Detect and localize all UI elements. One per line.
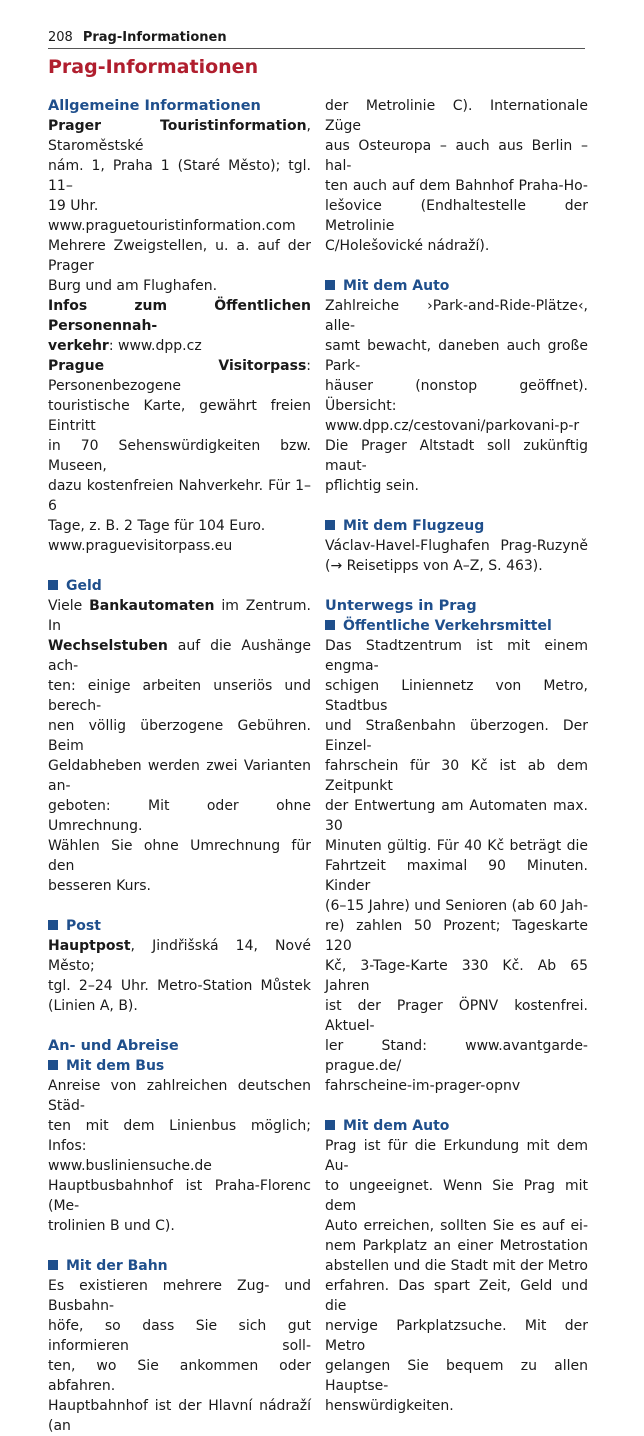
url-line: www.busliniensuche.de bbox=[48, 1158, 212, 1174]
text-line: nem Parkplatz an einer Metrostation bbox=[325, 1238, 588, 1254]
subheading-geld: Geld bbox=[48, 576, 311, 596]
text-line: nám. 1, Praha 1 (Staré Město); tgl. 11– bbox=[48, 158, 311, 194]
text-line: Es existieren mehrere Zug- und Busbahn- bbox=[48, 1278, 311, 1314]
subheading-auto: Mit dem Auto bbox=[325, 276, 588, 296]
text-line: geboten: Mit oder ohne Umrechnung. bbox=[48, 798, 311, 834]
text-line: aus Osteuropa – auch aus Berlin – hal- bbox=[325, 138, 588, 174]
text-line: Burg und am Flughafen. bbox=[48, 278, 218, 294]
square-bullet-icon bbox=[325, 280, 335, 290]
text-line: Viele Bankautomaten im Zentrum. In bbox=[48, 598, 311, 634]
subheading-oev: Öffentliche Verkehrsmittel bbox=[325, 616, 588, 636]
text-line: ist der Prager ÖPNV kostenfrei. Aktuel- bbox=[325, 998, 588, 1034]
text-line: ten, wo Sie ankommen oder abfahren. bbox=[48, 1358, 311, 1394]
text-line: ler Stand: www.avantgarde-prague.de/ bbox=[325, 1038, 588, 1074]
text-line: abstellen und die Stadt mit der Metro bbox=[325, 1258, 588, 1274]
text-line: fahrschein für 30 Kč ist ab dem Zeitpunkt bbox=[325, 758, 588, 794]
text-line: pflichtig sein. bbox=[325, 478, 420, 494]
text-line: Hauptpost, Jindřišská 14, Nové Město; bbox=[48, 938, 311, 974]
text-line: nen völlig überzogene Gebühren. Beim bbox=[48, 718, 311, 754]
text-line: trolinien B und C). bbox=[48, 1218, 175, 1234]
running-title: Prag-Informationen bbox=[82, 30, 227, 45]
section-heading-anreise: An- und Abreise bbox=[48, 1038, 179, 1054]
text-line: tgl. 2–24 Uhr. Metro-Station Můstek bbox=[48, 978, 311, 994]
text-line: lešovice (Endhaltestelle der Metrolinie bbox=[325, 198, 588, 234]
right-column bbox=[325, 96, 588, 1416]
square-bullet-icon bbox=[48, 1260, 58, 1270]
text-line: in 70 Sehenswürdigkeiten bzw. Museen, bbox=[48, 438, 311, 474]
page-number: 208 bbox=[48, 30, 73, 45]
text-line: Infos zum Öffentlichen Personennah- bbox=[48, 298, 311, 334]
text-line: Auto erreichen, sollten Sie es auf ei- bbox=[325, 1218, 588, 1234]
text-line: henswürdigkeiten. bbox=[325, 1398, 454, 1414]
text-line: Geldabheben werden zwei Varianten an- bbox=[48, 758, 311, 794]
text-line: der Metrolinie C). Internationale Züge bbox=[325, 98, 588, 134]
text-line: ten mit dem Linienbus möglich; Infos: bbox=[48, 1118, 311, 1154]
text-line: Prague Visitorpass: Personenbezogene bbox=[48, 358, 311, 394]
text-line: 19 Uhr. bbox=[48, 198, 99, 214]
text-line: samt bewacht, daneben auch große Park- bbox=[325, 338, 588, 374]
url-line: www.dpp.cz/cestovani/parkovani-p-r bbox=[325, 418, 580, 434]
text-line: verkehr: www.dpp.cz bbox=[48, 338, 202, 354]
square-bullet-icon bbox=[325, 1120, 335, 1130]
square-bullet-icon bbox=[48, 920, 58, 930]
text-line: häuser (nonstop geöffnet). Übersicht: bbox=[325, 378, 588, 414]
text-line: Hauptbusbahnhof ist Praha-Florenc (Me- bbox=[48, 1178, 311, 1214]
url-line: www.praguevisitorpass.eu bbox=[48, 538, 233, 554]
text-line: Prag ist für die Erkundung mit dem Au- bbox=[325, 1138, 588, 1174]
subheading-post: Post bbox=[48, 916, 311, 936]
text-line: touristische Karte, gewährt freien Eintritt bbox=[48, 398, 311, 434]
square-bullet-icon bbox=[325, 520, 335, 530]
text-line: ten auch auf dem Bahnhof Praha-Ho- bbox=[325, 178, 588, 194]
text-line: Die Prager Altstadt soll zukünftig maut- bbox=[325, 438, 588, 474]
text-line: nervige Parkplatzsuche. Mit der Metro bbox=[325, 1318, 588, 1354]
section-heading-allgemein: Allgemeine Informationen bbox=[48, 98, 261, 114]
url-line: fahrscheine-im-prager-opnv bbox=[325, 1078, 521, 1094]
text-line: dazu kostenfreien Nahverkehr. Für 1–6 bbox=[48, 478, 311, 514]
text-line: re) zahlen 50 Prozent; Tageskarte 120 bbox=[325, 918, 588, 954]
text-line: höfe, so dass Sie sich gut informieren soll- bbox=[48, 1318, 311, 1354]
text-line: C/Holešovické nádraží). bbox=[325, 238, 490, 254]
page-title: Prag-Informationen bbox=[48, 56, 259, 78]
text-line: Tage, z. B. 2 Tage für 104 Euro. bbox=[48, 518, 266, 534]
text-line: Václav-Havel-Flughafen Prag-Ruzyně bbox=[325, 538, 588, 554]
text-line: erfahren. Das spart Zeit, Geld und die bbox=[325, 1278, 588, 1314]
text-line: (6–15 Jahre) und Senioren (ab 60 Jah- bbox=[325, 898, 588, 914]
square-bullet-icon bbox=[48, 1060, 58, 1070]
square-bullet-icon bbox=[48, 580, 58, 590]
subheading-flugzeug: Mit dem Flugzeug bbox=[325, 516, 588, 536]
text-line: Das Stadtzentrum ist mit einem engma- bbox=[325, 638, 588, 674]
text-line: ten: einige arbeiten unseriös und berech- bbox=[48, 678, 311, 714]
text-line: Wechselstuben auf die Aushänge ach- bbox=[48, 638, 311, 674]
left-column bbox=[48, 96, 311, 1436]
running-header bbox=[48, 30, 585, 49]
square-bullet-icon bbox=[325, 620, 335, 630]
text-line: (→ Reisetipps von A–Z, S. 463). bbox=[325, 558, 543, 574]
text-line: gelangen Sie bequem zu allen Hauptse- bbox=[325, 1358, 588, 1394]
subheading-auto-2: Mit dem Auto bbox=[325, 1116, 588, 1136]
text-line: Fahrtzeit maximal 90 Minuten. Kinder bbox=[325, 858, 588, 894]
subheading-bus: Mit dem Bus bbox=[48, 1056, 311, 1076]
text-line: Anreise von zahlreichen deutschen Städ- bbox=[48, 1078, 311, 1114]
text-line: besseren Kurs. bbox=[48, 878, 151, 894]
text-line: der Entwertung am Automaten max. 30 bbox=[325, 798, 588, 834]
text-line: Prager Touristinformation, Staroměstské bbox=[48, 118, 311, 154]
text-line: to ungeeignet. Wenn Sie Prag mit dem bbox=[325, 1178, 588, 1214]
subheading-bahn: Mit der Bahn bbox=[48, 1256, 311, 1276]
section-heading-unterwegs: Unterwegs in Prag bbox=[325, 598, 477, 614]
text-line: Hauptbahnhof ist der Hlavní nádraží (an bbox=[48, 1398, 311, 1434]
text-line: schigen Liniennetz von Metro, Stadtbus bbox=[325, 678, 588, 714]
text-line: und Straßenbahn überzogen. Der Einzel- bbox=[325, 718, 588, 754]
text-line: Zahlreiche ›Park-and-Ride-Plätze‹, alle- bbox=[325, 298, 588, 334]
text-line: Kč, 3-Tage-Karte 330 Kč. Ab 65 Jahren bbox=[325, 958, 588, 994]
text-line: Minuten gültig. Für 40 Kč beträgt die bbox=[325, 838, 588, 854]
url-line: www.praguetouristinformation.com bbox=[48, 218, 296, 234]
text-line: Mehrere Zweigstellen, u. a. auf der Prager bbox=[48, 238, 311, 274]
text-line: Wählen Sie ohne Umrechnung für den bbox=[48, 838, 311, 874]
text-line: (Linien A, B). bbox=[48, 998, 138, 1014]
